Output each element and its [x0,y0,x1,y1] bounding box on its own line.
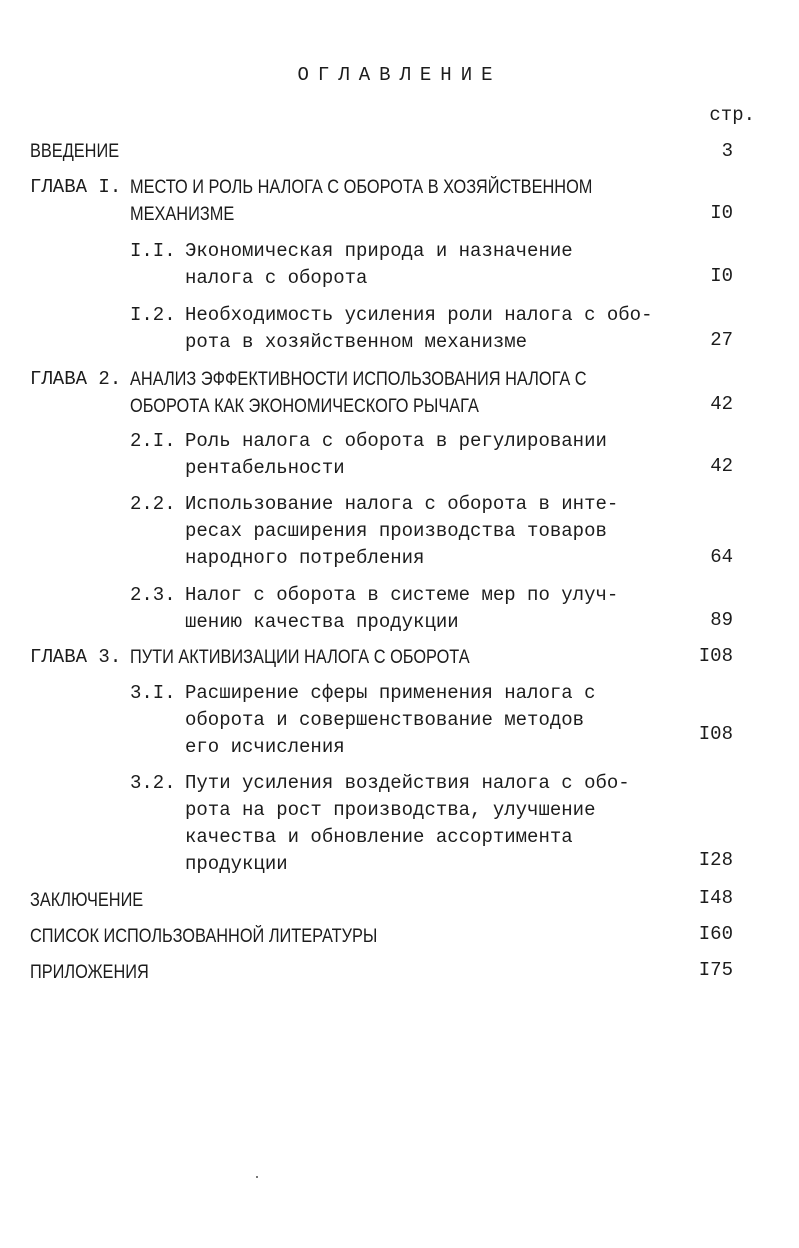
toc-ch2-number: ГЛАВА 2. [30,368,122,390]
page-column-header: стр. [709,104,755,126]
toc-ch2-page: 42 [710,393,733,415]
toc-s2-2-page: 64 [710,546,733,568]
toc-s1-1-number: I.I. [130,240,176,262]
toc-references-title: СПИСОК ИСПОЛЬЗОВАННОЙ ЛИТЕРАТУРЫ [30,926,378,947]
toc-s1-1-line2: налога с оборота [185,267,368,289]
toc-references-page: I60 [698,923,733,945]
toc-intro-title: ВВЕДЕНИЕ [30,141,120,162]
scan-speck [256,1176,258,1178]
toc-ch1-number: ГЛАВА I. [30,176,122,198]
toc-ch2-title-line1: АНАЛИЗ ЭФФЕКТИВНОСТИ ИСПОЛЬЗОВАНИЯ НАЛОГА С [130,369,587,390]
toc-ch1-title-line2: МЕХАНИЗМЕ [130,204,235,225]
toc-s1-2-line2: рота в хозяйственном механизме [185,331,528,353]
toc-s2-2-line2: ресах расширения производства товаров [185,520,607,542]
toc-intro-page: 3 [721,140,733,162]
toc-s3-2-line1: Пути усиления воздействия налога с обо- [185,772,630,794]
toc-ch3-title-line1: ПУТИ АКТИВИЗАЦИИ НАЛОГА С ОБОРОТА [130,647,470,668]
toc-s2-3-number: 2.3. [130,584,176,606]
toc-s3-2-line3: качества и обновление ассортимента [185,826,573,848]
toc-s3-1-line3: его исчисления [185,736,345,758]
toc-s2-1-number: 2.I. [130,430,176,452]
toc-ch3-page: I08 [698,645,733,667]
toc-s3-2-page: I28 [698,849,733,871]
toc-s1-2-page: 27 [710,329,733,351]
toc-s1-1-page: I0 [710,265,733,287]
toc-s2-3-line2: шению качества продукции [185,611,459,633]
toc-s3-2-line4: продукции [185,853,288,875]
toc-s3-2-number: 3.2. [130,772,176,794]
toc-ch1-page: I0 [710,202,733,224]
toc-s1-2-line1: Необходимость усиления роли налога с обо- [185,304,653,326]
toc-appendix-page: I75 [698,959,733,981]
toc-s3-1-page: I08 [698,723,733,745]
toc-s2-2-line1: Использование налога с оборота в инте- [185,493,619,515]
toc-s3-1-line2: оборота и совершенствование методов [185,709,585,731]
toc-conclusion-title: ЗАКЛЮЧЕНИЕ [30,890,144,911]
toc-s2-1-line2: рентабельности [185,457,345,479]
toc-s2-3-line1: Налог с оборота в системе мер по улуч- [185,584,619,606]
toc-s3-2-line2: рота на рост производства, улучшение [185,799,596,821]
page-title: ОГЛАВЛЕНИЕ [297,64,502,86]
toc-s2-2-line3: народного потребления [185,547,425,569]
toc-s2-1-page: 42 [710,455,733,477]
toc-conclusion-page: I48 [698,887,733,909]
toc-s2-1-line1: Роль налога с оборота в регулировании [185,430,607,452]
toc-s1-1-line1: Экономическая природа и назначение [185,240,573,262]
toc-ch1-title-line1: МЕСТО И РОЛЬ НАЛОГА С ОБОРОТА В ХОЗЯЙСТВЕННОМ [130,177,593,198]
toc-ch2-title-line2: ОБОРОТА КАК ЭКОНОМИЧЕСКОГО РЫЧАГА [130,396,479,417]
toc-s2-2-number: 2.2. [130,493,176,515]
toc-appendix-title: ПРИЛОЖЕНИЯ [30,962,149,983]
toc-s2-3-page: 89 [710,609,733,631]
toc-s3-1-line1: Расширение сферы применения налога с [185,682,596,704]
toc-ch3-number: ГЛАВА 3. [30,646,122,668]
toc-s3-1-number: 3.I. [130,682,176,704]
toc-s1-2-number: I.2. [130,304,176,326]
